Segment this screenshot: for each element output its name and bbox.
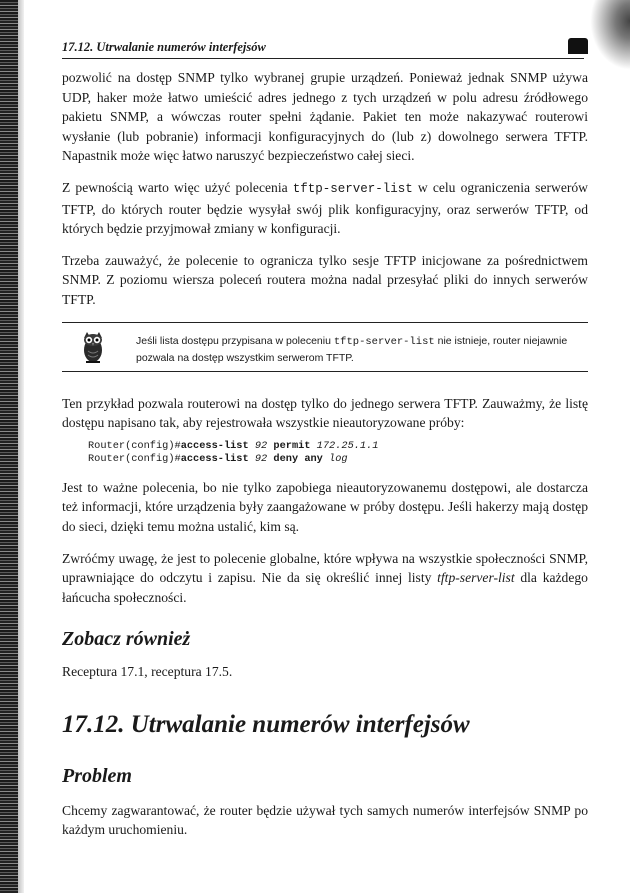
code-keyword: any [304,453,323,466]
text-segment: Z pewnością warto więc użyć polecenia [62,179,293,195]
code-prompt: Router(config)# [88,439,181,452]
emphasis-command: tftp-server-list [437,570,515,586]
text-segment: Jeśli lista dostępu przypisana w poleceniu [136,334,334,347]
paragraph-tftp-server-list [62,178,588,239]
code-prompt: Router(config)# [88,453,181,466]
text-segment: w celu ograniczenia serwerów TFTP, do których router będzie wysyłał swój plik konfiguracyjny, oraz serwerów TFTP, od których będzie przyjmował zmiany w konfiguracji. [62,179,588,237]
inline-command: tftp-server-list [292,181,413,196]
inline-command: tftp-server-list [333,335,435,348]
code-keyword: access-list [180,439,249,452]
owl-icon [80,329,106,365]
text-segment: nie istnieje, router niejawnie pozwala na dostęp wszystkim serwerom TFTP. [136,334,568,364]
code-arg: log [329,453,348,466]
paragraph-example-intro: Ten przykład pozwala routerowi na dostęp tylko do jednego serwera TFTP. Zauważmy, że listę dostępu napisano tak, aby rejestrowała wszystkie nieautoryzowane próby: [62,395,588,431]
text-segment: dla każdego łańcucha społeczności. [62,570,588,605]
page-corner-mark [568,38,588,54]
code-arg: 172.25.1.1 [316,439,379,452]
code-keyword: deny [273,453,299,466]
paragraph-see-also: Receptura 17.1, receptura 17.5. [62,664,233,680]
code-arg: 92 [254,453,268,466]
binding-edge [18,0,24,893]
note-box [62,322,588,372]
note-text [136,333,576,366]
problem-heading: Problem [62,764,132,787]
text-segment: Zwróćmy uwagę, że jest to polecenie globalne, które wpływa na wszystkie społeczności SNMP, uprawniające do odczytu i zapisu. Nie da się określić innej listy [62,550,588,586]
paragraph-snmp-udp: pozwolić na dostęp SNMP tylko wybranej grupie urządzeń. Ponieważ jednak SNMP używa UDP, haker może łatwo umieścić adres jednego z tych urządzeń w polu adresu źródłowego pakietu SNMP, a wówczas router spełni żądanie. Pakiet ten może nakazywać routerowi wysłanie (lub pobranie) informacji konfiguracyjnych do (lub z) dowolnego serwera TFTP. Napastnik może więc łatwo naruszyć bezpieczeństwo całej sieci. [62,70,588,164]
paragraph-problem: Chcemy zagwarantować, że router będzie używał tych samych numerów interfejsów SNMP po każdym uruchomieniu. [62,802,588,838]
running-title: 17.12. Utrwalanie numerów interfejsów [62,40,266,54]
section-heading: 17.12. Utrwalanie numerów interfejsów [62,710,470,738]
code-arg: 92 [254,439,268,452]
page-content [62,68,588,840]
running-header [62,38,584,59]
paragraph-tftp-sessions: Trzeba zauważyć, że polecenie to ogranicza tylko sesje TFTP inicjowane za pośrednictwem SNMP. Z poziomu wiersza poleceń routera można nadal przesyłać pliki do innych serwerów TFTP. [62,252,588,307]
paragraph-global-command [62,549,588,608]
code-block [62,440,588,467]
code-line [88,440,588,454]
paragraph-importance: Jest to ważne polecenia, bo nie tylko zapobiega nieautoryzowanemu dostępowi, ale dostarcza też informacji, które urządzenia były zaangażowane w próby dostępu. Jeśli hakerzy mają dostęp do sieci, dzięki temu można ustalić, kim są. [62,479,588,534]
code-line [88,453,588,467]
code-keyword: access-list [180,453,249,466]
see-also-heading: Zobacz również [62,628,191,651]
book-binding-shadow [0,0,18,893]
code-keyword: permit [273,439,311,452]
scan-corner-smudge [590,0,630,70]
